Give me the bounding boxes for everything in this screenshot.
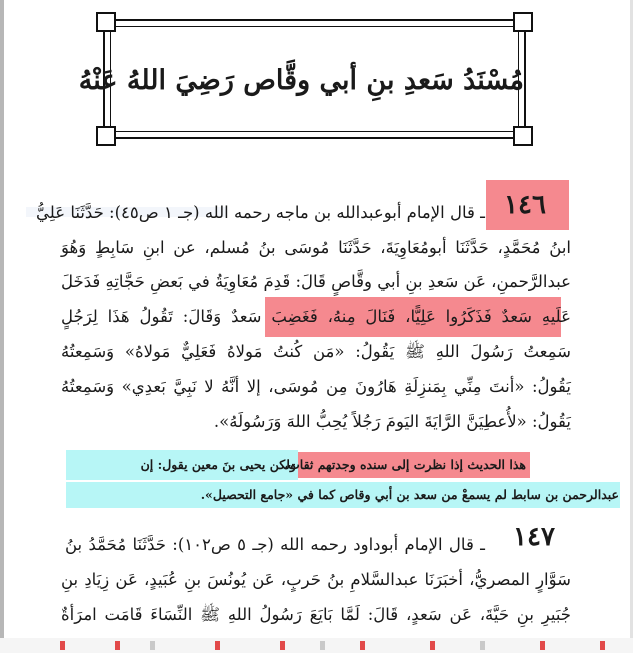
strip-marker [215,641,220,650]
note-line-1-cyan: ولكن يحيى بنَ معين يقول: إن [140,457,296,472]
strip-marker [115,641,120,650]
hadith-146-line-3: عبدالرَّحمنِ، عَن سَعدِ بنِ أبي وقَّاصٍ قَالَ: قَدِمَ مُعَاوِيَةُ في بَعضِ حَجَّاتِهِ فَدَخَلَ [61,272,571,291]
hadith-146-line-6: يَقُولُ: «أنتَ مِنِّي بِمَنزِلَةِ هَارُونَ مِن مُوسَى، إلا أنَّهُ لا نَبِيَّ بَعدِي» وَسَمِعتُهُ [61,377,571,396]
hadith-147-line-1: ـ قال الإمام أبوداود رحمه الله (جـ ٥ ص١٠٢): حَدَّثَنَا مُحَمَّدُ بنُ [65,535,485,554]
strip-marker [280,641,285,650]
hadith-147-line-3: جُبَيرِ بنِ حَيَّةَ، عَن سَعدٍ، قَالَ: لَمَّا بَايَعَ رَسُولُ اللهِ ﷺ النِّسَاءَ قَامَت امرَأةٌ [61,605,571,624]
strip-marker [540,641,545,650]
chapter-title-frame [78,19,526,139]
chapter-title: مُسْنَدُ سَعدِ بنِ أبي وقَّاص رَضِيَ اللهُ عَنْهُ [78,65,524,96]
hadith-146-line-5: سَمِعتُ رَسُولَ اللهِ ﷺ يَقُولُ: «مَن كُنتُ مَولاهُ فَعَلِيٌّ مَولاهُ» وَسَمِعتُهُ [61,342,571,361]
bottom-clipped-strip [0,638,633,653]
frame-corner-ornament [96,12,116,32]
frame-corner-ornament [513,12,533,32]
window-left-edge [0,0,4,653]
hadith-147-line-2: سَوَّارٍ المصريُّ، أخبَرَنَا عبدالسَّلامِ بنُ حَربٍ، عَن يُونُسَ بنِ عُبَيدٍ، عَن زِيَادِ بنِ [61,570,571,589]
strip-marker [360,641,365,650]
hadith-146-line-2: ابنُ مُحَمَّدٍ، حَدَّثَنَا أبومُعَاوِيَةَ، حَدَّثَنَا مُوسَى بنُ مُسلم، عن ابنِ سَابِطٍ وَهُوَ [61,238,571,257]
strip-marker [480,641,485,650]
frame-corner-ornament [513,126,533,146]
note-line-2: عبدالرحمن بن سابط لم يسمعْ من سعد بن أبي وقاص كما في «جامع التحصيل». [200,487,619,502]
strip-marker [320,641,325,650]
hadith-146-line-4: عَلَيهِ سَعدٌ فَذَكَرُوا عَلِيًّا، فَنَالَ مِنهُ، فَغَضِبَ سَعدٌ وَقَالَ: تَقُولُ هَذَا لِرَجُلٍ [61,307,571,326]
hadith-146-number: ١٤٦ [504,190,546,220]
strip-marker [430,641,435,650]
strip-marker [600,641,605,650]
hadith-146-line-1: ـ قال الإمام أبوعبدالله بن ماجه رحمه الله (جـ ١ ص٤٥): حَدَّثَنَا عَلِيُّ [36,203,485,222]
note-line-1-red: هذا الحديث إذا نظرت إلى سنده وجدتهم ثقات، [283,457,526,472]
hadith-147-number: ١٤٧ [513,522,555,552]
strip-marker [60,641,65,650]
strip-marker [150,641,155,650]
hadith-146-line-7: يَقُولُ: «لأُعطِيَنَّ الرَّايَةَ اليَومَ رَجُلاً يُحِبُّ اللهَ وَرَسُولَهُ». [213,412,571,431]
frame-corner-ornament [96,126,116,146]
